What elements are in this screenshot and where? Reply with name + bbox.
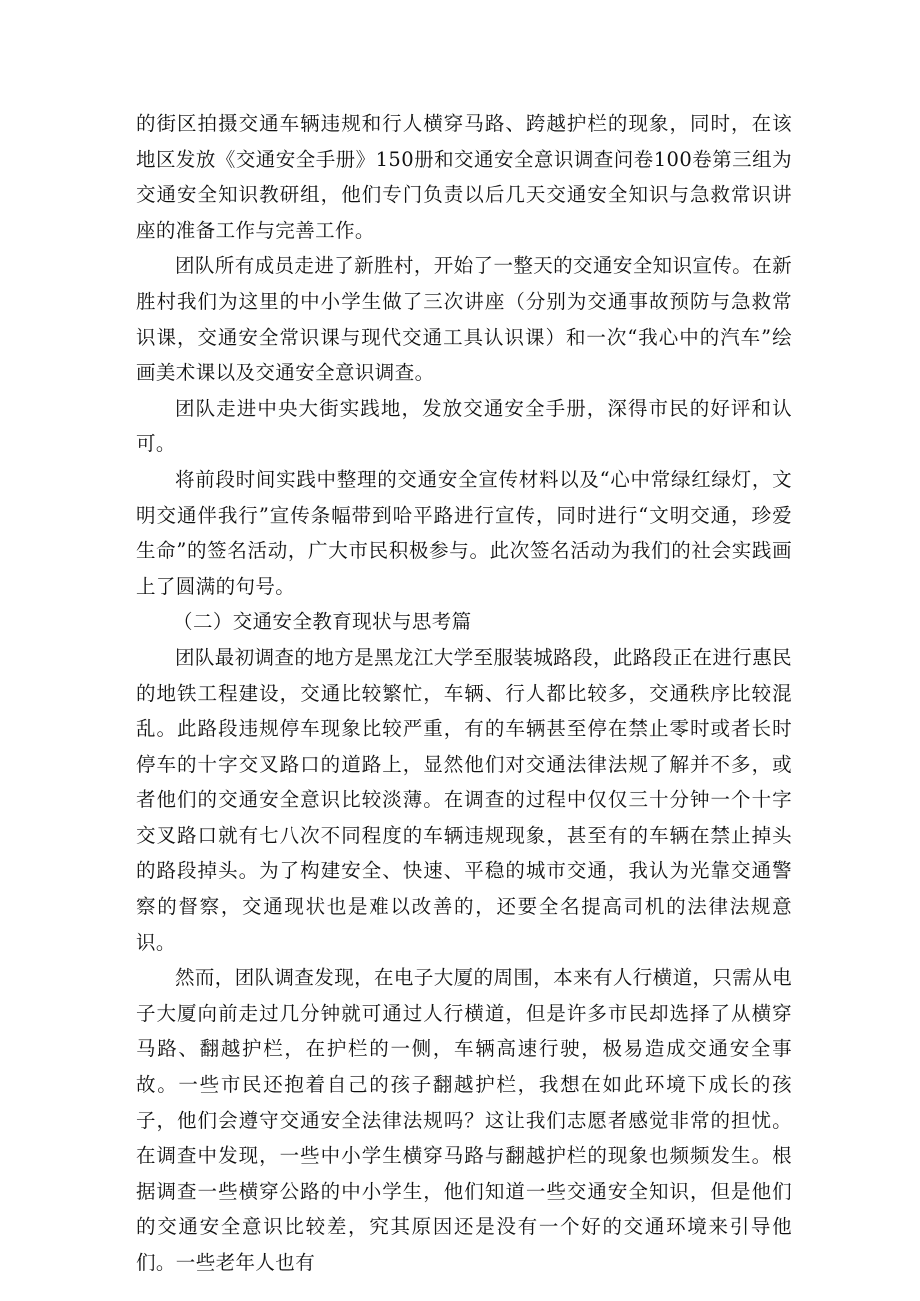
paragraph-1: 的街区拍摄交通车辆违规和行人横穿马路、跨越护栏的现象，同时，在该地区发放《交通安全手册》150册和交通安全意识调查问卷100卷第三组为交通安全知识教研组，他们专门负责以后几天交通安全知识与急救常识讲座的准备工作与完善工作。 [136, 112, 792, 242]
paragraph-4: 将前段时间实践中整理的交通安全宣传材料以及“心中常绿红绿灯，文明交通伴我行”宣传条幅带到哈平路进行宣传，同时进行“文明交通，珍爱生命”的签名活动，广大市民积极参与。此次签名活动为我们的社会实践画上了圆满的句号。 [136, 467, 792, 598]
paragraph-3: 团队走进中央大街实践地，发放交通安全手册，深得市民的好评和认可。 [136, 396, 792, 456]
paragraph-6: 然而，团队调查发现，在电子大厦的周围，本来有人行横道，只需从电子大厦向前走过几分钟就可通过人行横道，但是许多市民却选择了从横穿马路、翻越护栏，在护栏的一侧，车辆高速行驶，极易造成交通安全事故。一些市民还抱着自己的孩子翻越护栏，我想在如此环境下成长的孩子，他们会遵守交通安全法律法规吗？这让我们志愿者感觉非常的担忧。在调查中发现，一些中小学生横穿马路与翻越护栏的现象也频频发生。根据调查一些横穿公路的中小学生，他们知道一些交通安全知识，但是他们的交通安全意识比较差，究其原因还是没有一个好的交通环境来引导他们。一些老年人也有 [136, 966, 792, 1274]
document-page [136, 106, 792, 1281]
paragraph-5: 团队最初调查的地方是黑龙江大学至服装城路段，此路段正在进行惠民的地铁工程建设，交通比较繁忙，车辆、行人都比较多，交通秩序比较混乱。此路段违规停车现象比较严重，有的车辆甚至停在禁止零时或者长时停车的十字交叉路口的道路上，显然他们对交通法律法规了解并不多，或者他们的交通安全意识比较淡薄。在调查的过程中仅仅三十分钟一个十字交叉路口就有七八次不同程度的车辆违规现象，甚至有的车辆在禁止掉头的路段掉头。为了构建安全、快速、平稳的城市交通，我认为光靠交通警察的督察，交通现状也是难以改善的，还要全名提高司机的法律法规意识。 [136, 645, 792, 954]
section-heading: （二）交通安全教育现状与思考篇 [173, 610, 472, 634]
paragraph-2: 团队所有成员走进了新胜村，开始了一整天的交通安全知识宣传。在新胜村我们为这里的中小学生做了三次讲座（分别为交通事故预防与急救常识课，交通安全常识课与现代交通工具认识课）和一次“我心中的汽车”绘画美术课以及交通安全意识调查。 [136, 254, 792, 385]
